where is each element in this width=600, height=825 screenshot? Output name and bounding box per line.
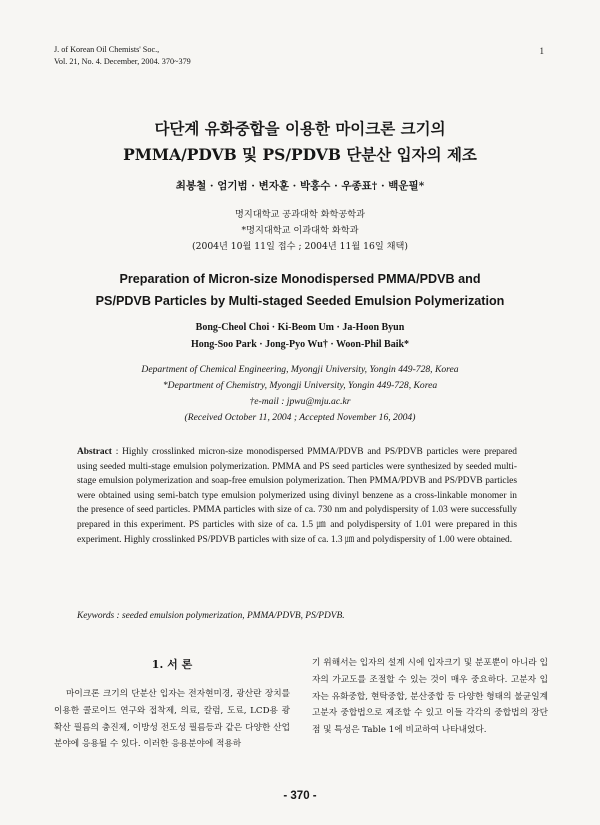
- korean-title-line-1: 다단계 유화중합을 이용한 마이크론 크기의: [154, 119, 446, 138]
- page-number: - 370 -: [283, 790, 317, 802]
- keywords: Keywords : seeded emulsion polymerization, PMMA/PDVB, PS/PDVB.: [77, 611, 345, 621]
- page-top-number: 1: [539, 46, 544, 56]
- journal-volume: Vol. 21, No. 4. December, 2004. 370~379: [54, 57, 191, 66]
- english-authors-line-1: Bong-Cheol Choi · Ki-Beom Um · Ja-Hoon Byun: [195, 322, 405, 333]
- corresponding-email: †e-mail : jpwu@mju.ac.kr: [249, 396, 351, 407]
- journal-header: [54, 44, 191, 68]
- korean-received-dates: (2004년 10월 11일 접수 ; 2004년 11월 16일 채택): [192, 241, 408, 252]
- body-left-column: 마이크론 크기의 단분산 입자는 전자현미경, 광산란 장치를 이용한 콜로이드 연구와 접착제, 의료, 칼럼, 도료, LCD용 광확산 필름의 충진제, 이방성 전도성 필름등과 같은 다양한 산업분야에 응용될 수 있다. 이러한 응용분야에 적용하: [54, 689, 290, 750]
- korean-affiliation-2: *명지대학교 이과대학 화학과: [241, 225, 359, 236]
- english-title-line-2: PS/PDVB Particles by Multi-staged Seeded Emulsion Polymerization: [95, 294, 505, 308]
- abstract: [77, 445, 517, 547]
- english-authors-line-2: Hong-Soo Park · Jong-Pyo Wu† · Woon-Phil Baik*: [190, 339, 410, 350]
- korean-authors: 최봉철 · 엄기범 · 변자훈 · 박홍수 · 우종표† · 백운필*: [175, 180, 425, 192]
- korean-affiliation-1: 명지대학교 공과대학 화학공학과: [234, 209, 366, 220]
- english-received-dates: (Received October 11, 2004 ; Accepted November 16, 2004): [184, 412, 416, 423]
- body-right-column: 기 위해서는 입자의 설계 시에 입자크기 및 분포뿐이 아니라 입자의 가교도를 조절할 수 있는 것이 매우 중요하다. 고분자 입자는 유화중합, 현탁중합, 분산중합 등 다양한 형태의 불균일계 고분자 중합법으로 제조할 수 있고 이들 각각의 중합법의 장단점 및 특성은 Table 1에 비교하여 나타내었다.: [312, 658, 548, 736]
- journal-name: J. of Korean Oil Chemists' Soc.,: [54, 45, 160, 54]
- abstract-text: : Highly crosslinked micron-size monodispersed PMMA/PDVB and PS/PDVB particles were prepared using seeded multi-stage emulsion polymerization. PMMA and PS seed particles were synthesized by seeded multi-stage emulsion polymerization and soap-free emulsion polymerization. Then PMMA/PDVB and PS/PDVB particles were obtained using semi-batch type emulsion polymerized using divinyl benzene as a cross-linkable monomer in the presence of seed particles. PMMA particles with size of ca. 730 nm and polydispersity of 1.03 were successfully prepared in this experiment. PS particles with size of ca. 1.5 ㎛ and polydispersity of 1.01 were prepared in this experiment. Highly crosslinked PS/PDVB particles with size of ca. 1.3 ㎛ and polydispersity of 1.00 were obtained.: [77, 447, 517, 545]
- section-heading: 1. 서 론: [151, 658, 193, 671]
- english-affiliation-2: *Department of Chemistry, Myongji University, Yongin 449-728, Korea: [162, 380, 438, 391]
- abstract-label: Abstract: [77, 447, 112, 457]
- korean-title-line-2: PMMA/PDVB 및 PS/PDVB 단분산 입자의 제조: [123, 145, 477, 164]
- english-affiliation-1: Department of Chemical Engineering, Myongji University, Yongin 449-728, Korea: [141, 364, 459, 375]
- english-title-line-1: Preparation of Micron-size Monodispersed PMMA/PDVB and: [119, 272, 481, 286]
